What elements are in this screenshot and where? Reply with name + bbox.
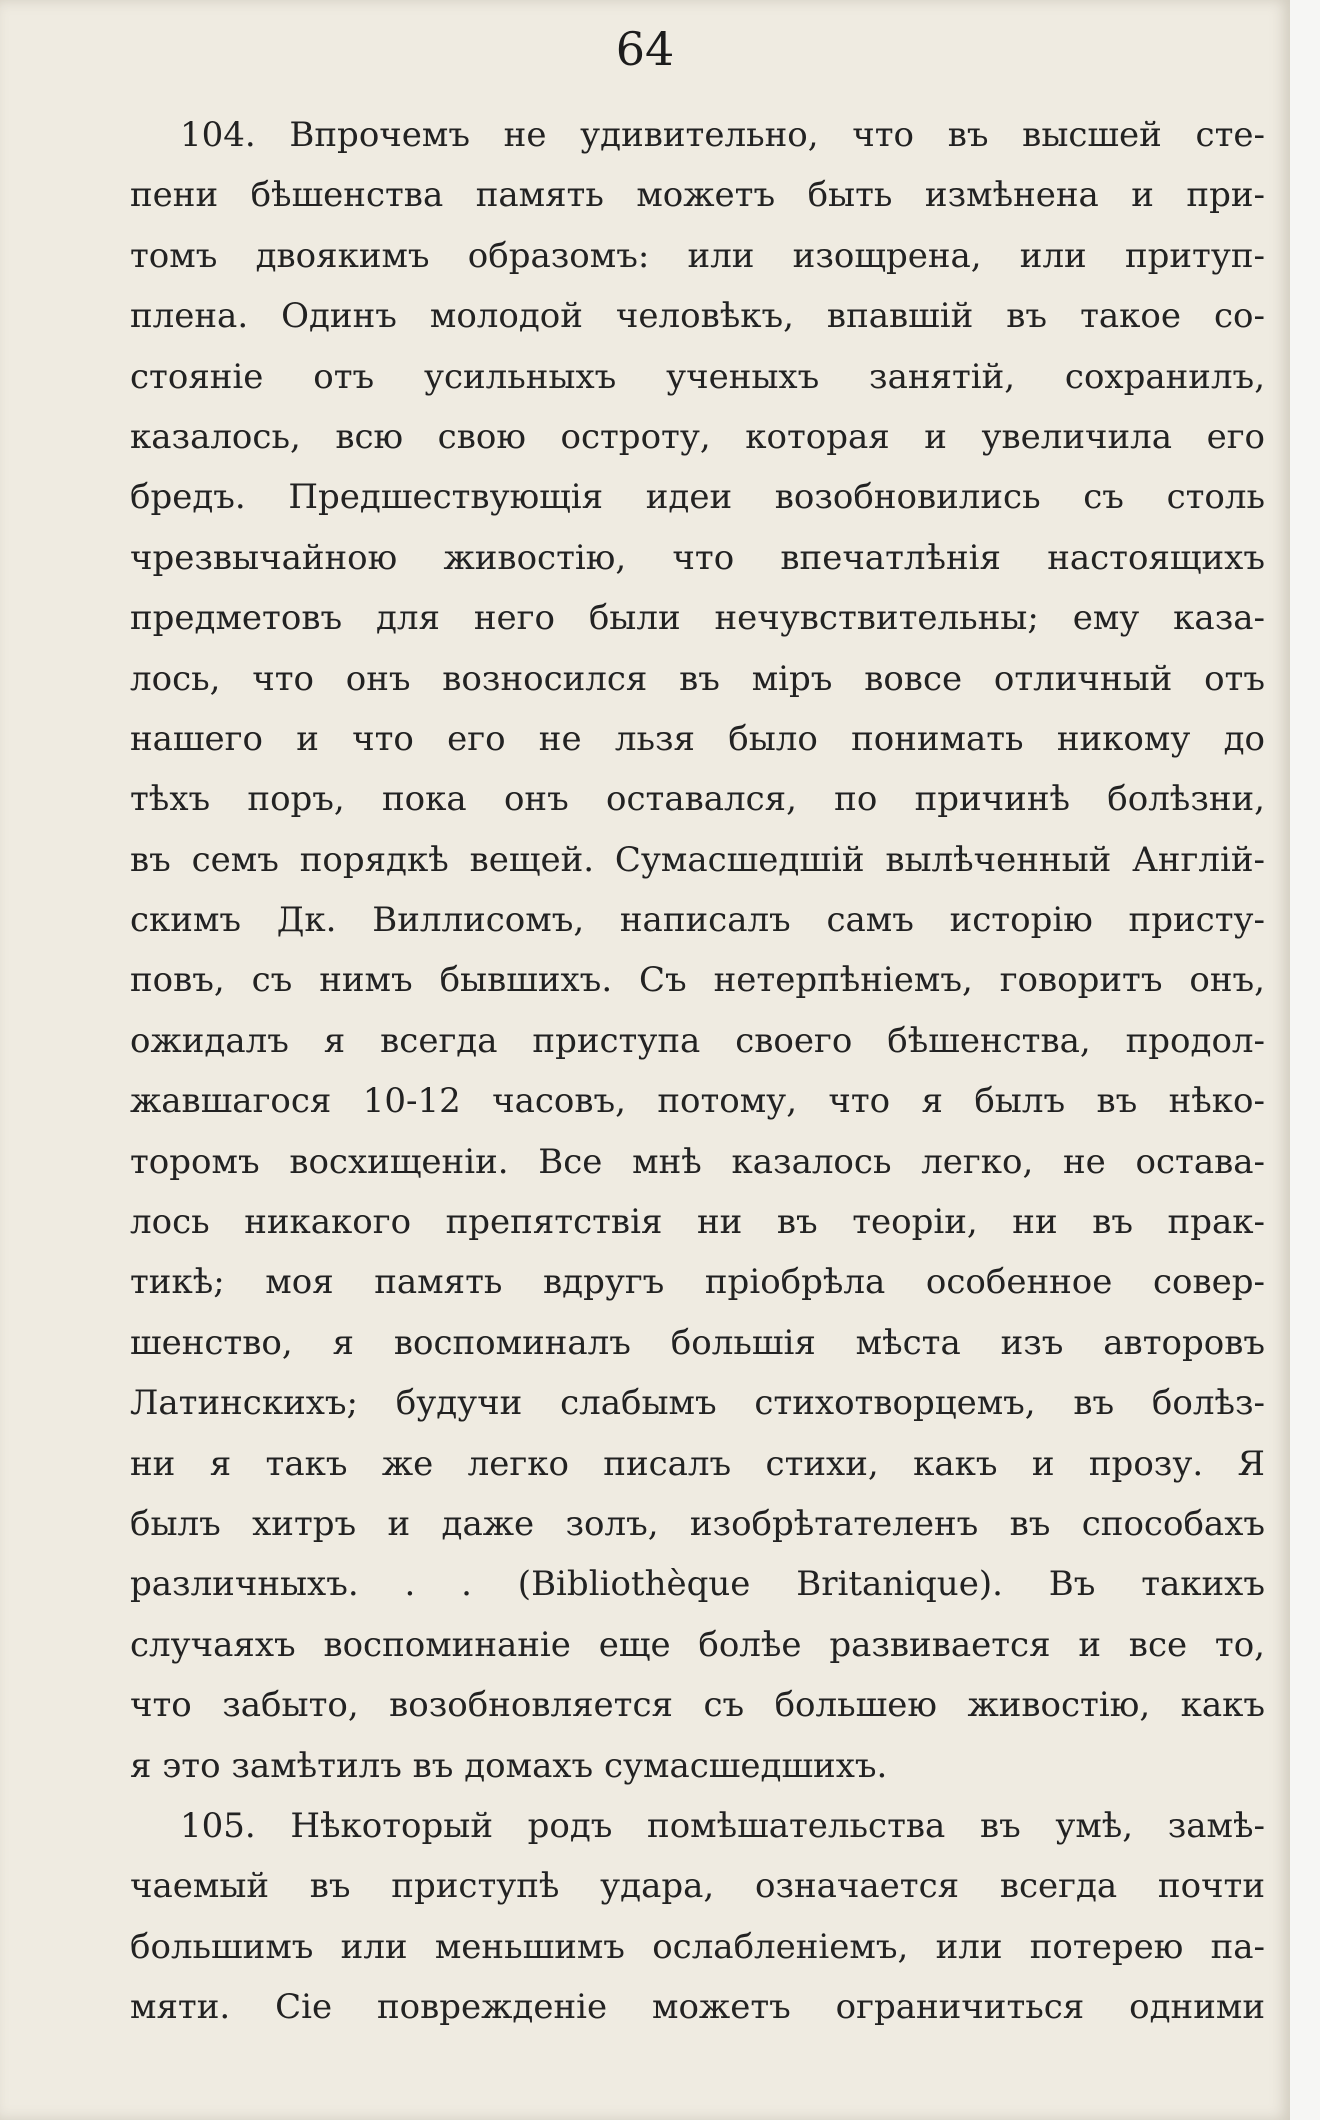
text-line: ни я такъ же легко писалъ стихи, какъ и прозу. Я <box>130 1443 1265 1484</box>
page-edge <box>1290 0 1320 2120</box>
page-text <box>130 105 1265 2038</box>
text-line: различныхъ. . . (Bibliothèque Britanique). Въ такихъ <box>130 1564 1265 1605</box>
text-line: чаемый въ приступѣ удара, означается всегда почти <box>130 1866 1265 1907</box>
text-line: большимъ или меньшимъ ослабленіемъ, или потерею па- <box>130 1926 1265 1967</box>
text-line: жавшагося 10-12 часовъ, потому, что я былъ въ нѣко- <box>130 1081 1265 1122</box>
text-line: повъ, съ нимъ бывшихъ. Съ нетерпѣніемъ, говоритъ онъ, <box>130 960 1265 1001</box>
text-line: предметовъ для него были нечувствительны; ему каза- <box>130 598 1265 639</box>
text-line: я это замѣтилъ въ домахъ сумасшедшихъ. <box>130 1745 888 1786</box>
text-line: ожидалъ я всегда приступа своего бѣшенства, продол- <box>130 1020 1265 1061</box>
text-line: мяти. Сіе поврежденіе можетъ ограничиться одними <box>130 1987 1265 2028</box>
text-line: нашего и что его не льзя было понимать никому до <box>130 718 1265 759</box>
text-line: лось, что онъ возносился въ міръ вовсе отличный отъ <box>130 658 1265 699</box>
text-line: шенство, я воспоминалъ большія мѣста изъ авторовъ <box>130 1322 1265 1363</box>
text-line: стояніе отъ усильныхъ ученыхъ занятій, сохранилъ, <box>130 356 1265 397</box>
text-line: 105. Нѣкоторый родъ помѣшательства въ умѣ, замѣ- <box>180 1805 1265 1846</box>
paragraph-105 <box>130 1796 1265 2038</box>
text-line: тѣхъ поръ, пока онъ оставался, по причинѣ болѣзни, <box>130 779 1265 820</box>
text-line: пени бѣшенства память можетъ быть измѣнена и при- <box>130 175 1265 216</box>
text-line: что забыто, возобновляется съ большею живостію, какъ <box>130 1685 1265 1726</box>
text-line: тикѣ; моя память вдругъ пріобрѣла особенное совер- <box>130 1262 1265 1303</box>
text-line: лось никакого препятствія ни въ теоріи, ни въ прак- <box>130 1202 1265 1243</box>
text-line: томъ двоякимъ образомъ: или изощрена, или притуп- <box>130 235 1265 276</box>
text-line: 104. Впрочемъ не удивительно, что въ высшей сте- <box>180 115 1265 155</box>
text-line: плена. Одинъ молодой человѣкъ, впавшій въ такое со- <box>130 296 1265 337</box>
text-line: казалось, всю свою остроту, которая и увеличила его <box>130 416 1265 457</box>
text-line: въ семъ порядкѣ вещей. Сумасшедшій вылѣченный Англій- <box>130 839 1265 880</box>
text-line: чрезвычайною живостію, что впечатлѣнія настоящихъ <box>130 537 1265 578</box>
text-line: скимъ Дк. Виллисомъ, написалъ самъ исторію присту- <box>130 900 1265 941</box>
text-line: бредъ. Предшествующія идеи возобновились съ столь <box>130 477 1265 518</box>
text-line: торомъ восхищеніи. Все мнѣ казалось легко, не остава- <box>130 1141 1265 1182</box>
page-number: 64 <box>615 22 675 76</box>
text-line: случаяхъ воспоминаніе еще болѣе развивается и все то, <box>130 1624 1265 1665</box>
text-line: былъ хитръ и даже золъ, изобрѣтателенъ въ способахъ <box>130 1503 1265 1544</box>
paragraph-104 <box>130 105 1265 1796</box>
text-line: Латинскихъ; будучи слабымъ стихотворцемъ, въ болѣз- <box>130 1383 1265 1424</box>
